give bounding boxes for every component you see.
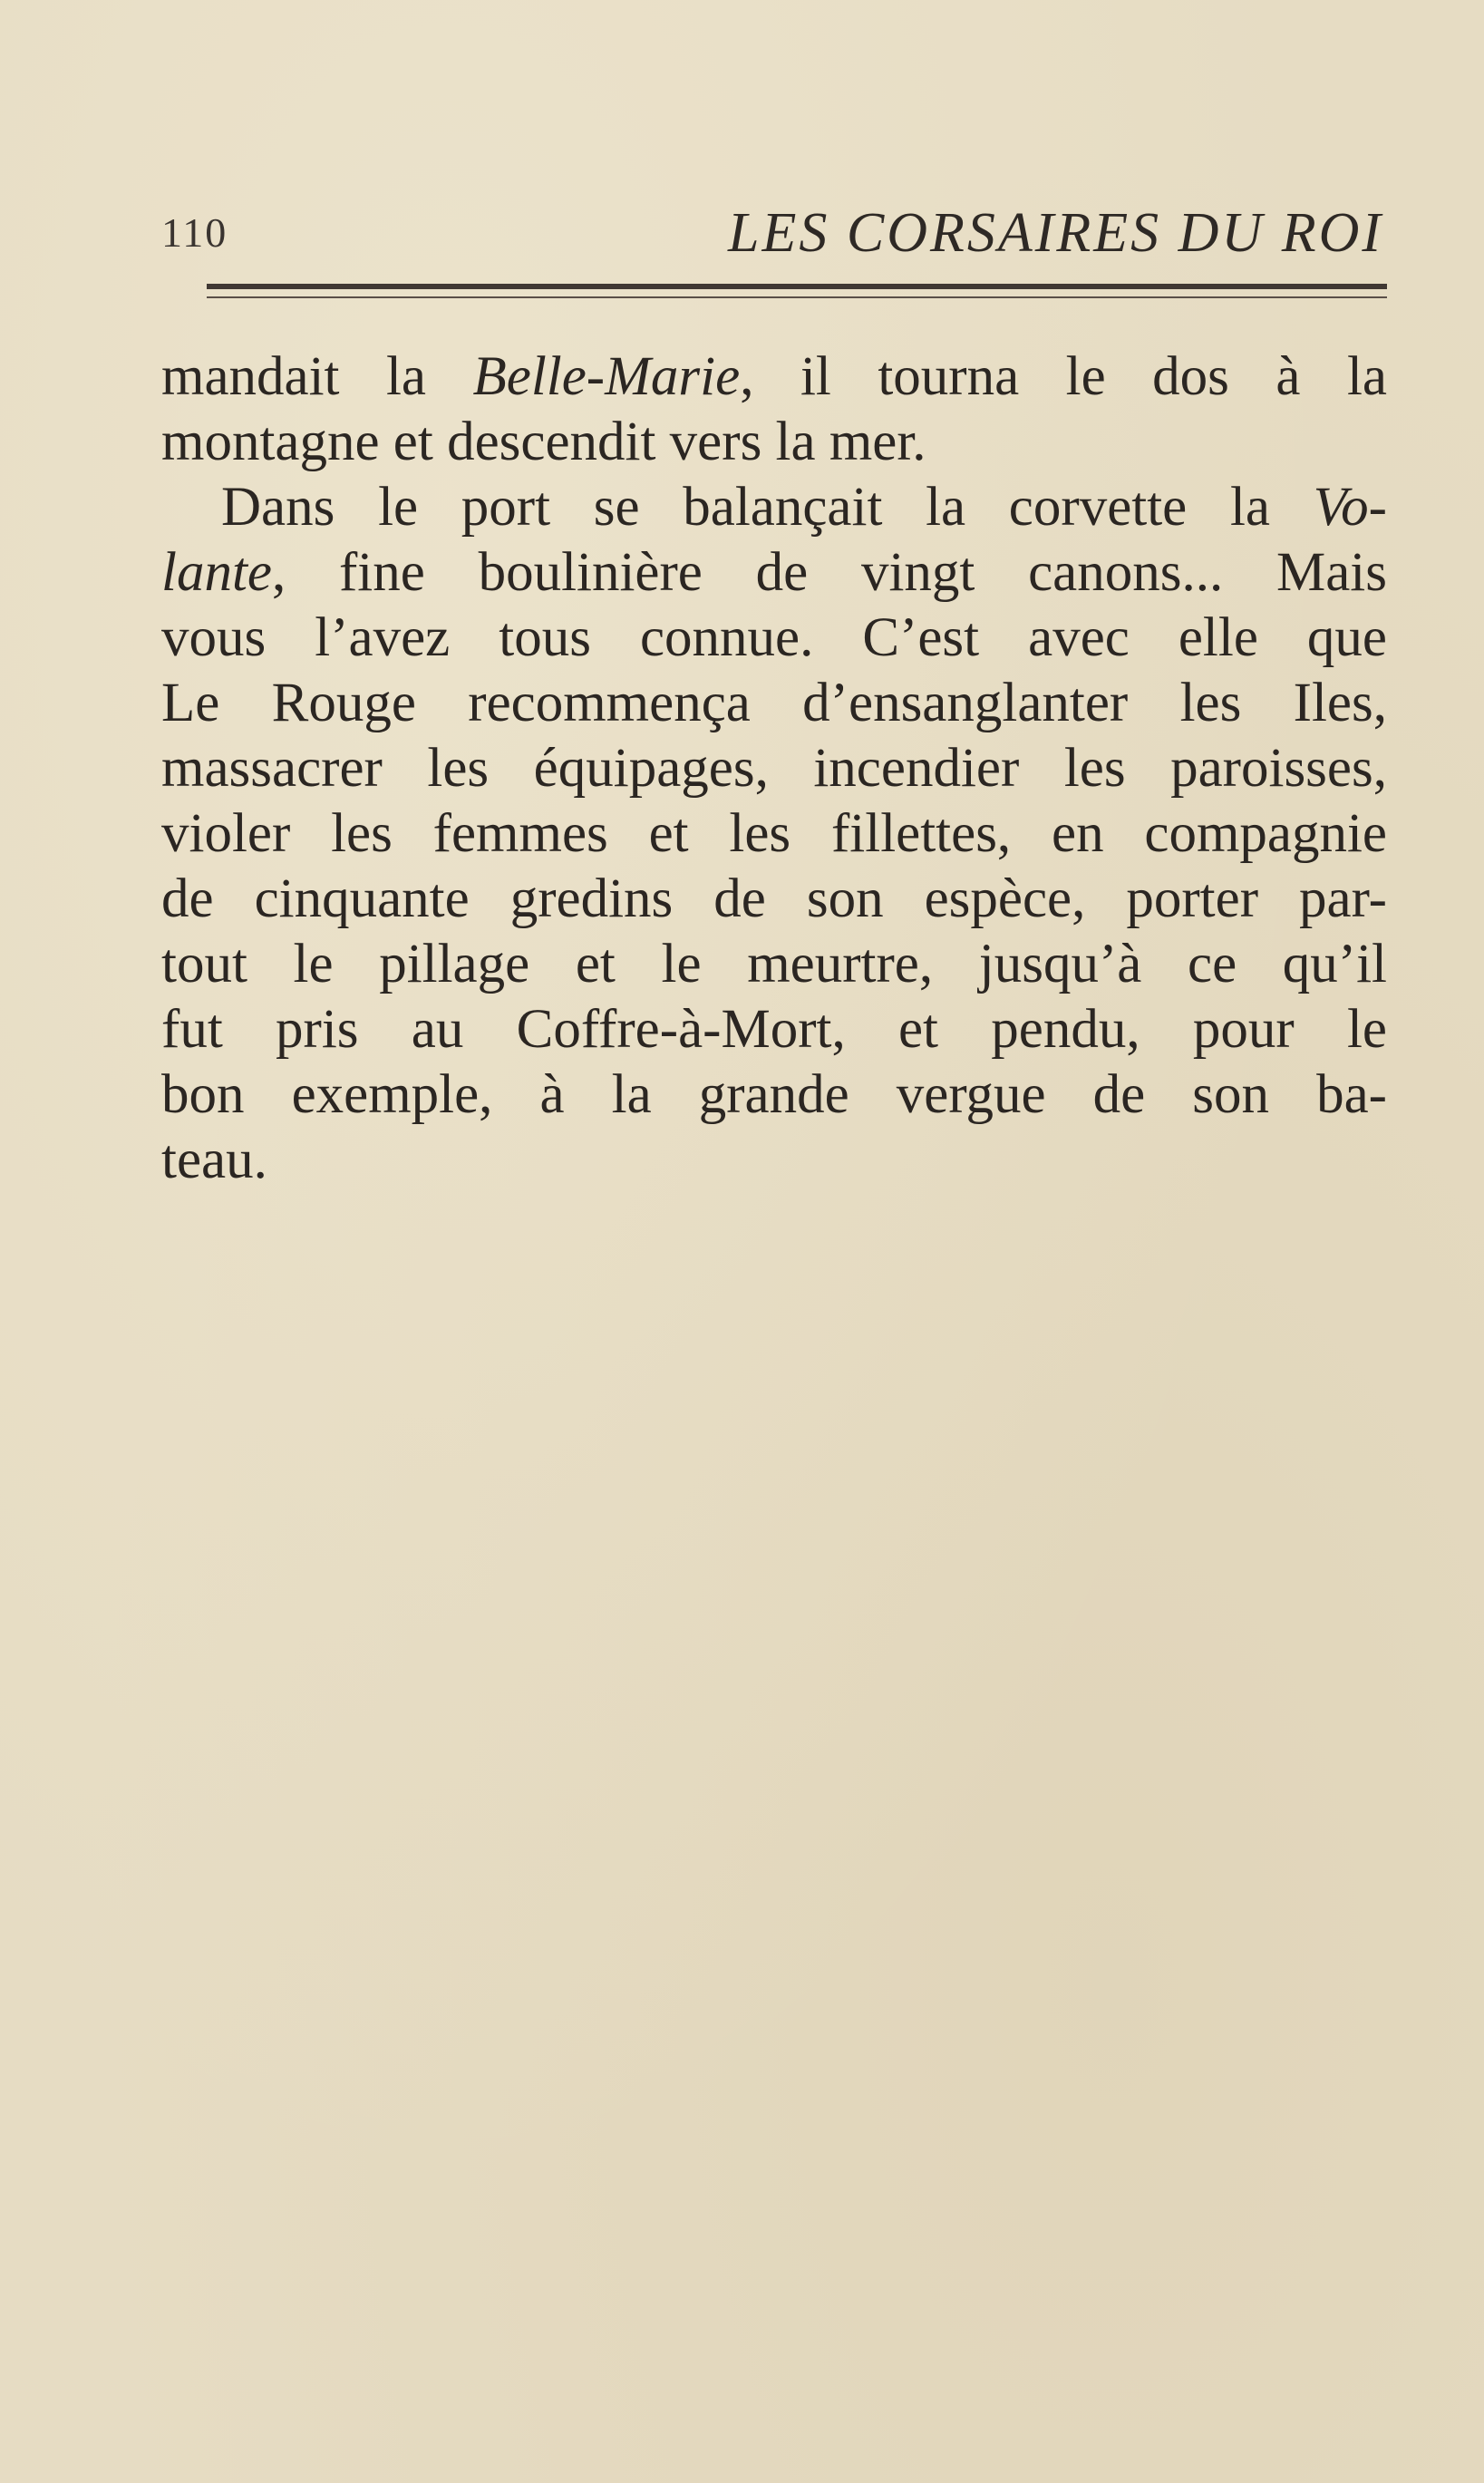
body-text xyxy=(161,344,1387,1193)
text-line: mandait la Belle-Marie, il tourna le dos à la xyxy=(161,346,1387,407)
text-line: teau. xyxy=(161,1130,267,1190)
text-line: montagne et descendit vers la mer. xyxy=(161,412,926,472)
text-line: Dans le port se balançait la corvette la Vo- xyxy=(221,477,1387,538)
ship-name: Belle-Marie xyxy=(472,346,741,407)
text-line: tout le pillage et le meurtre, jusqu’à ce qu’il xyxy=(161,934,1387,994)
text-line: lante, fine boulinière de vingt canons... Mais xyxy=(161,542,1387,603)
header-rule-thin xyxy=(207,296,1387,298)
page-number: 110 xyxy=(161,209,228,256)
text-line: Le Rouge recommença d’ensanglanter les Iles, xyxy=(161,673,1387,733)
text-line: bon exemple, à la grande vergue de son ba- xyxy=(161,1064,1387,1125)
ship-name: Vo- xyxy=(1313,477,1387,538)
header-rule-thick xyxy=(207,284,1387,289)
text-line: vous l’avez tous connue. C’est avec elle que xyxy=(161,607,1387,668)
text-line: fut pris au Coffre-à-Mort, et pendu, pour le xyxy=(161,999,1387,1060)
text-line: massacrer les équipages, incendier les paroisses, xyxy=(161,738,1387,799)
ship-name: lante xyxy=(161,542,272,603)
text-line: violer les femmes et les fillettes, en compagnie xyxy=(161,803,1387,864)
text-line: de cinquante gredins de son espèce, porter par- xyxy=(161,868,1387,929)
running-head xyxy=(161,201,1387,265)
running-title: LES CORSAIRES DU ROI xyxy=(728,202,1383,264)
